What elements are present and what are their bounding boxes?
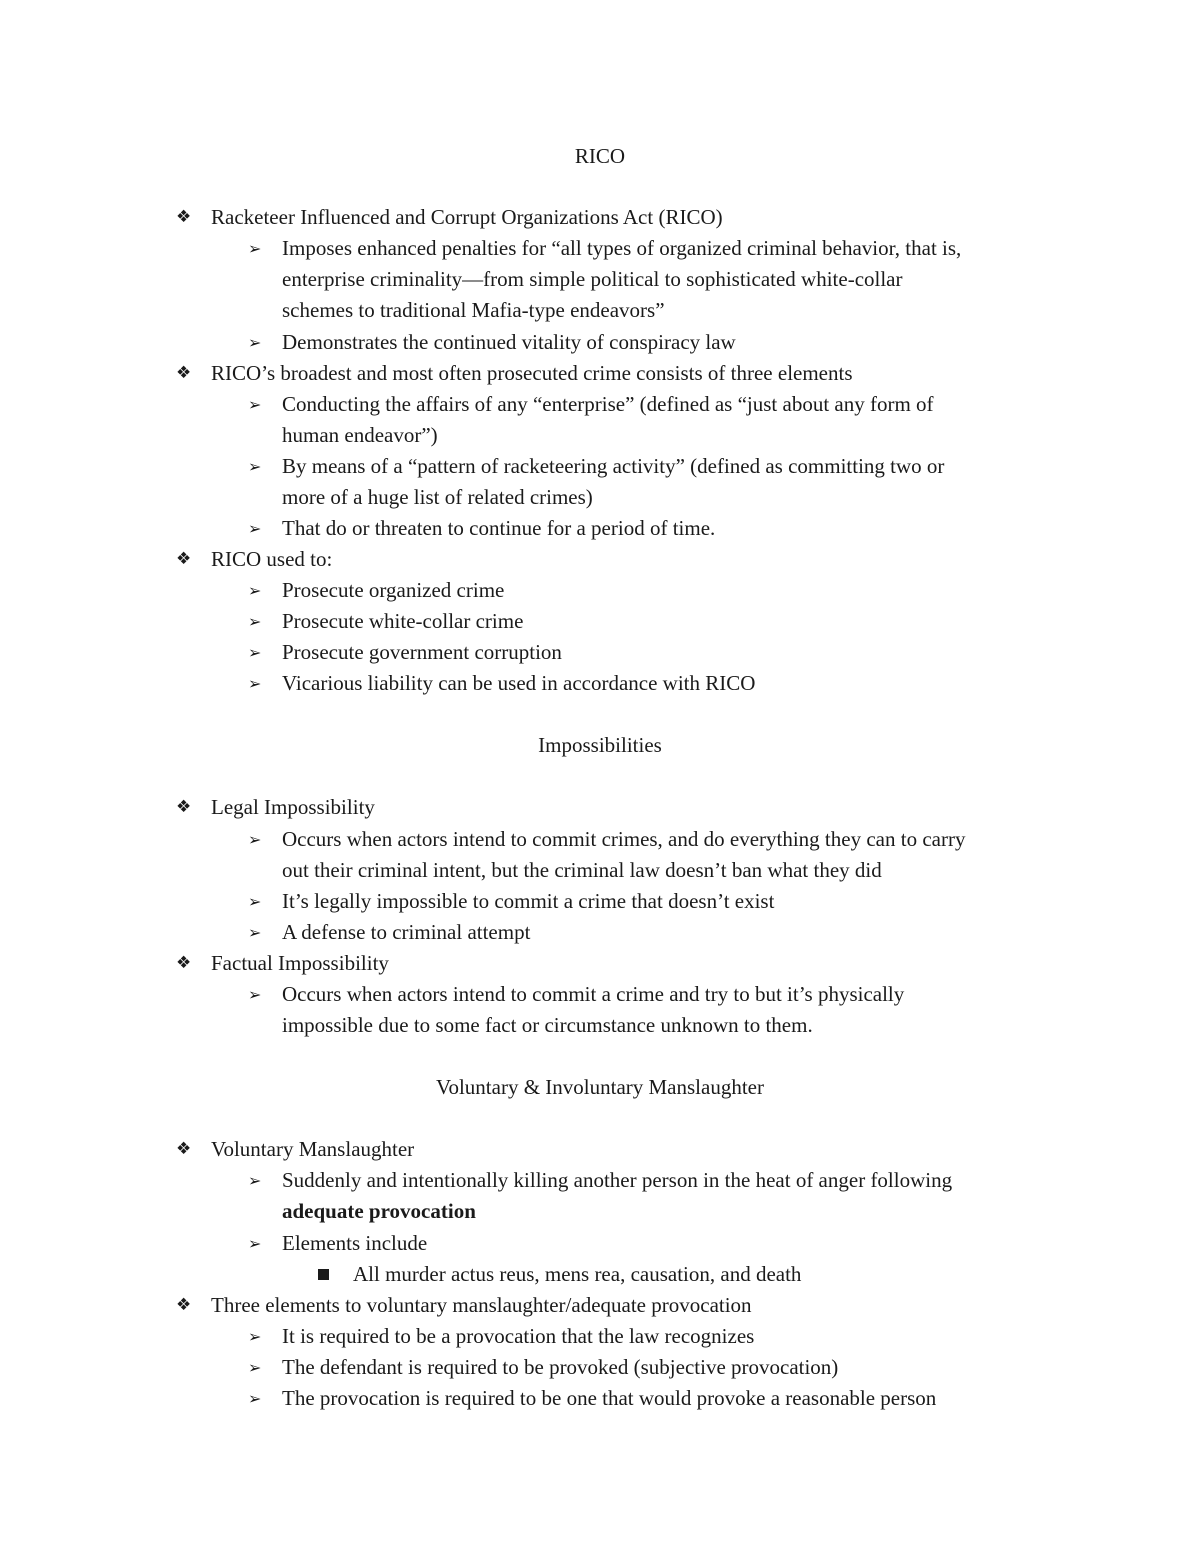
list-item: Legal Impossibility — [211, 795, 375, 819]
diamond-bullet-icon: ❖ — [176, 1295, 192, 1315]
sub-item-line: Prosecute white-collar crime — [282, 609, 524, 633]
list-item: RICO used to: — [211, 547, 333, 571]
arrow-bullet-icon: ➢ — [248, 674, 262, 693]
arrow-bullet-icon: ➢ — [248, 892, 262, 911]
sub-item-line: It’s legally impossible to commit a crime that doesn’t exist — [282, 889, 775, 913]
list-item: Three elements to voluntary manslaughter/adequate provocation — [211, 1293, 752, 1317]
arrow-bullet-icon: ➢ — [248, 239, 262, 258]
diamond-bullet-icon: ❖ — [176, 953, 192, 973]
diamond-bullet-icon: ❖ — [176, 207, 192, 227]
third-level-item: All murder actus reus, mens rea, causation, and death — [353, 1262, 802, 1286]
sub-item-line: Occurs when actors intend to commit crimes, and do everything they can to carry — [282, 827, 966, 851]
arrow-bullet-icon: ➢ — [248, 1358, 262, 1377]
sub-item-line: human endeavor”) — [282, 423, 438, 447]
sub-item-line: out their criminal intent, but the criminal law doesn’t ban what they did — [282, 858, 882, 882]
sub-item-line: Occurs when actors intend to commit a crime and try to but it’s physically — [282, 982, 905, 1006]
arrow-bullet-icon: ➢ — [248, 395, 262, 414]
arrow-bullet-icon: ➢ — [248, 1171, 262, 1190]
sub-item-line: enterprise criminality—from simple political to sophisticated white-collar — [282, 267, 903, 291]
sub-item-line: impossible due to some fact or circumstance unknown to them. — [282, 1013, 813, 1037]
diamond-bullet-icon: ❖ — [176, 797, 192, 817]
list-item: Factual Impossibility — [211, 951, 389, 975]
bold-term: adequate provocation — [282, 1199, 476, 1223]
arrow-bullet-icon: ➢ — [248, 1389, 262, 1408]
arrow-bullet-icon: ➢ — [248, 519, 262, 538]
square-bullet-icon — [318, 1269, 329, 1280]
arrow-bullet-icon: ➢ — [248, 643, 262, 662]
sub-item-line: Vicarious liability can be used in accordance with RICO — [282, 671, 756, 695]
arrow-bullet-icon: ➢ — [248, 985, 262, 1004]
arrow-bullet-icon: ➢ — [248, 923, 262, 942]
sub-item-line: The provocation is required to be one that would provoke a reasonable person — [282, 1386, 937, 1410]
sub-item-line: Prosecute organized crime — [282, 578, 505, 602]
sub-item-line: It is required to be a provocation that the law recognizes — [282, 1324, 755, 1348]
list-item: RICO’s broadest and most often prosecuted crime consists of three elements — [211, 361, 853, 385]
sub-item-line: Imposes enhanced penalties for “all types of organized criminal behavior, that is, — [282, 236, 962, 260]
sub-item-line: That do or threaten to continue for a period of time. — [282, 516, 716, 540]
sub-item-line: Demonstrates the continued vitality of conspiracy law — [282, 330, 736, 354]
diamond-bullet-icon: ❖ — [176, 1139, 192, 1159]
arrow-bullet-icon: ➢ — [248, 457, 262, 476]
arrow-bullet-icon: ➢ — [248, 581, 262, 600]
sub-item-line: schemes to traditional Mafia-type endeavors” — [282, 298, 665, 322]
list-item: Voluntary Manslaughter — [211, 1137, 415, 1161]
arrow-bullet-icon: ➢ — [248, 612, 262, 631]
diamond-bullet-icon: ❖ — [176, 549, 192, 569]
list-item: Racketeer Influenced and Corrupt Organizations Act (RICO) — [211, 205, 723, 229]
sub-item-line: Suddenly and intentionally killing another person in the heat of anger following — [282, 1168, 953, 1192]
arrow-bullet-icon: ➢ — [248, 333, 262, 352]
arrow-bullet-icon: ➢ — [248, 1327, 262, 1346]
section-title-impossibilities: Impossibilities — [538, 733, 662, 757]
arrow-bullet-icon: ➢ — [248, 830, 262, 849]
sub-item-line: The defendant is required to be provoked (subjective provocation) — [282, 1355, 839, 1379]
section-title-rico: RICO — [574, 144, 626, 168]
sub-item-line: Conducting the affairs of any “enterprise” (defined as “just about any form of — [282, 392, 934, 416]
sub-item-line: Prosecute government corruption — [282, 640, 562, 664]
diamond-bullet-icon: ❖ — [176, 363, 192, 383]
sub-item-line: A defense to criminal attempt — [282, 920, 531, 944]
arrow-bullet-icon: ➢ — [248, 1234, 262, 1253]
sub-item-line: more of a huge list of related crimes) — [282, 485, 593, 509]
sub-item-line — [282, 1196, 476, 1227]
section-title-manslaughter: Voluntary & Involuntary Manslaughter — [436, 1075, 764, 1099]
sub-item-line: By means of a “pattern of racketeering activity” (defined as committing two or — [282, 454, 945, 478]
sub-item-line: Elements include — [282, 1231, 428, 1255]
